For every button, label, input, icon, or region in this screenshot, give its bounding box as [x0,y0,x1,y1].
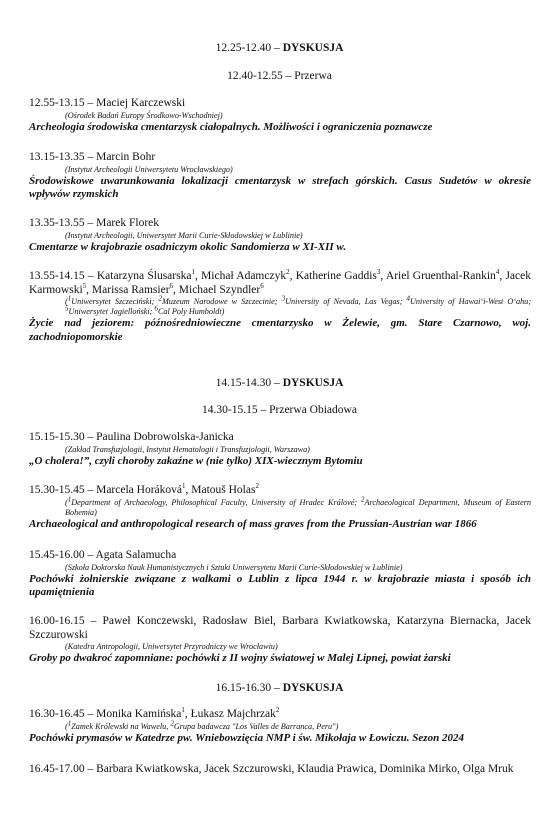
talk-header [29,763,531,777]
talk-entry [29,763,531,777]
affiliation-marker: 2 [170,718,174,727]
talk-affiliation: (Ośrodek Badań Europy Środkowo-Wschodniej) [65,110,223,120]
session-break-discussion [0,41,559,55]
affiliation-marker: 2 [275,706,280,715]
talk-affiliation [29,718,531,732]
affiliation-marker: 6 [260,281,264,290]
affiliation-marker: 1 [67,294,72,303]
talk-speaker-name: , Łukasz Majchrzak [184,708,276,720]
talk-time: 13.35-13.55 – [29,217,94,229]
talk-speakers: Barbara Kwiatkowska, Jacek Szczurowski, Klaudia Prawica, Dominika Mirko, Olga Mruk [93,763,514,775]
talk-speakers: Marek Florek [93,217,160,229]
talk-title: Archeologia środowiska cmentarzysk ciałopalnych. Możliwości i ograniczenia poznawcze [29,120,433,133]
talk-speakers: Paulina Dobrowolska-Janicka [93,431,234,443]
affiliation-marker: 2 [255,482,259,491]
talk-title: Życie nad jeziorem: późnośredniowieczne cmentarzysko w Żelewie, gm. Stare Czarnowo, woj. zachodniopomorskie [29,317,531,343]
talk-entry [29,151,531,202]
talk-title: Pochówki prymasów w Katedrze pw. Wniebowzięcia NMP i św. Mikołaja w Łowiczu. Sezon 2024 [29,731,464,744]
talk-affiliation [29,294,531,317]
talk-speakers: Maciej Karczewski [93,97,186,109]
talk-entry [29,708,531,745]
talk-speaker-name: , Marissa Ramsier [86,283,170,296]
break-time: 14.15-14.30 – [215,377,280,389]
talk-time: 16.00-16.15 – [29,615,97,627]
affiliation-marker: 4 [495,268,500,277]
talk-speaker-name: , Michał Adamczyk [194,270,287,282]
affiliation-marker: 1 [67,494,72,503]
talk-entry [29,549,531,600]
talk-entry [29,484,531,531]
break-text: 12.40-12.55 – Przerwa [227,70,332,82]
talk-time: 12.55-13.15 – [29,97,94,109]
talk-speaker-name: Monika Kamińska [93,708,182,720]
talk-speaker-name: Katarzyna Ślusarska [93,270,192,282]
talk-title: Środowiskowe uwarunkowania lokalizacji cmentarzysk w strefach górskich. Casus Sudetów w okresie wpływów rzymskich [29,174,531,200]
aff-text: Grupa badawcza "Los Valles de Barranca, Peru") [173,721,339,731]
aff-text: Zamek Królewski na Wawelu, [71,721,171,731]
talk-header [29,217,531,231]
affiliation-marker: 1 [67,718,72,727]
talk-header [29,549,531,563]
session-break-discussion [0,681,559,695]
talk-header [29,97,531,111]
aff-text: ( [65,721,68,731]
talk-time: 16.30-16.45 – [29,708,94,720]
aff-text: Uniwersytet Jagielloński; [68,307,155,316]
aff-text: ( [65,297,68,306]
aff-text: ( [65,497,68,507]
talk-time: 16.45-17.00 – [29,763,94,775]
aff-text: Uniwersytet Szczeciński; [71,297,159,306]
affiliation-marker: 5 [65,304,69,313]
break-time: 12.25-12.40 – [215,42,280,54]
talk-header [29,431,531,445]
affiliation-marker: 3 [376,268,381,277]
talk-header [29,484,531,498]
talk-header [29,151,531,165]
talk-header [29,708,531,722]
talk-affiliation: (Instytut Archeologii Uniwersytetu Wrocławskiego) [65,164,233,174]
affiliation-marker: 1 [181,482,186,491]
talk-speaker-name: , Katherine Gaddis [289,270,377,282]
talk-header [29,615,531,642]
affiliation-marker: 4 [406,294,410,303]
affiliation-marker: 2 [361,494,365,503]
break-label: DYSKUSJA [282,682,344,694]
talk-time: 13.55-14.15 – [29,270,94,282]
talk-affiliation: (Szkoła Doktorska Nauk Humanistycznych i Sztuki Uniwersytetu Marii Curie-Skłodowskiej w Lublinie) [65,562,403,572]
talk-title: Groby po dwakroć zapomniane: pochówki z II wojny światowej w Malej Lipnej, powiat żarski [29,652,451,664]
aff-text: Department of Archaeology, Philosophical Faculty, University of Hradec Králové; [71,497,361,507]
session-break-pause [0,69,559,83]
talk-header [29,270,531,297]
talk-speakers: Marcin Bohr [93,151,156,163]
talk-speaker-name: Marcela Horáková [93,484,182,496]
break-label: DYSKUSJA [282,377,344,389]
aff-text: University of Nevada, Las Vegas; [285,297,407,306]
talk-title: Archaeological and anthropological research of mass graves from the Prussian-Austrian war 1866 [29,517,477,530]
talk-affiliation [29,494,532,518]
talk-entry [29,97,531,134]
talk-speaker-name: , Michael Szyndler [173,283,261,296]
talk-affiliation: (Katedra Antropologii, Uniwersytet Przyrodniczy we Wrocławiu) [65,642,278,651]
aff-text: Cal Poly Humboldt) [157,307,225,316]
talk-time: 15.30-15.45 – [29,484,94,496]
break-text: 14.30-15.15 – Przerwa Obiadowa [202,404,357,416]
talk-speaker-name: , Ariel Gruenthal-Rankin [380,270,496,282]
talk-speaker-name: , Jacek Karmowski [29,270,531,296]
talk-time: 15.15-15.30 – [29,431,94,443]
talk-entry [29,270,531,344]
aff-text: University of Hawai‘i-West O‘ahu; [410,297,531,306]
affiliation-marker: 3 [281,294,286,303]
affiliation-marker: 2 [286,268,290,277]
affiliation-marker: 1 [181,706,185,715]
talk-affiliation: (Zakład Transfuzjologii, Instytut Hematologii i Transfuzjologii, Warszawa) [65,444,310,454]
talk-title: „O cholera!”, czyli choroby zakaźne w (nie tylko) XIX-wiecznym Bytomiu [29,454,363,467]
talk-entry [29,615,531,666]
talk-title: Cmentarze w krajobrazie osadniczym okolic Sandomierza w XI-XII w. [29,240,347,253]
affiliation-marker: 6 [169,281,174,290]
talk-speakers: Agata Salamucha [93,549,177,561]
talk-time: 15.45-16.00 – [29,549,94,561]
talk-time: 13.15-13.35 – [29,151,94,163]
talk-speakers: Paweł Konczewski, Radosław Biel, Barbara Kwiatkowska, Katarzyna Biernacka, Jacek Szczurowski [29,615,531,641]
talk-entry [29,431,531,468]
affiliation-marker: 6 [154,304,158,313]
session-break-discussion [0,376,559,390]
break-label: DYSKUSJA [282,42,344,54]
affiliation-marker: 2 [158,294,162,303]
aff-text: Muzeum Narodowe w Szczecinie; [161,297,282,306]
talk-title: Pochówki żołnierskie związane z walkami o Lublin z lipca 1944 r. w krajobrazie miasta i sposób ich upamiętnienia [29,572,531,598]
affiliation-marker: 1 [191,268,195,277]
talk-speaker-name: , Matouš Holas [185,484,256,496]
talk-affiliation: (Instytut Archeologii, Uniwersytet Marii Curie-Skłodowskiej w Lublinie) [65,230,303,240]
session-break-lunch [0,403,559,417]
aff-text: Archaeological Department, Museum of Eastern Bohemia) [65,497,532,517]
break-time: 16.15-16.30 – [215,682,280,694]
talk-entry [29,217,531,254]
affiliation-marker: 5 [82,281,87,290]
